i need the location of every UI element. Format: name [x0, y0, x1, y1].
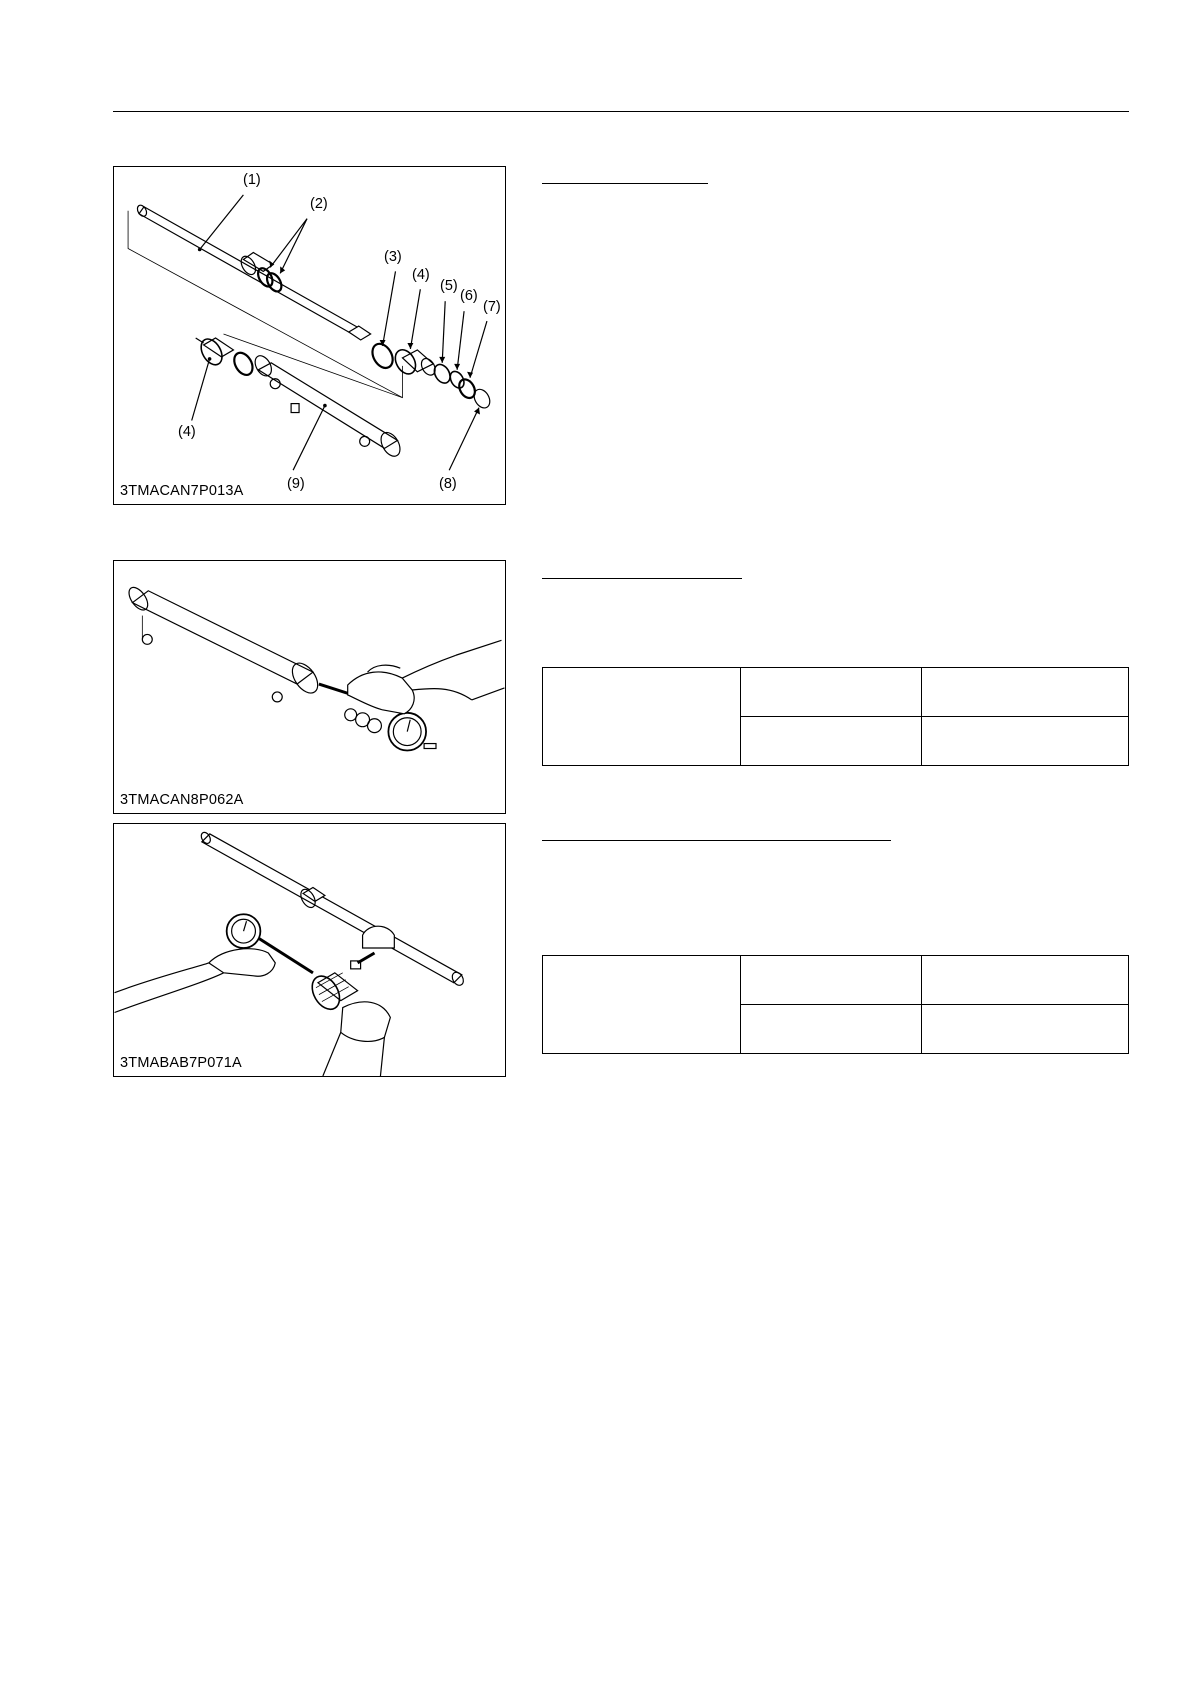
table-cell [741, 956, 922, 1005]
callout-9: (9) [287, 476, 305, 492]
heading-underline-2 [542, 578, 742, 579]
table-cell [543, 956, 741, 1054]
table-row [543, 668, 1129, 717]
bore-gauge-illustration [114, 561, 505, 813]
spec-table-bore [542, 667, 1129, 766]
figure-code: 3TMABAB7P071A [120, 1055, 242, 1071]
callout-1: (1) [243, 172, 261, 188]
heading-underline-1 [542, 183, 708, 184]
callout-4: (4) [412, 267, 430, 283]
table-cell [922, 1005, 1129, 1054]
table-cell [922, 717, 1129, 766]
heading-underline-3 [542, 840, 891, 841]
figure-code: 3TMACAN8P062A [120, 792, 244, 808]
callout-4-lower: (4) [178, 424, 196, 440]
figure-bore-measurement [113, 560, 506, 814]
header-rule [113, 111, 1129, 112]
table-cell [741, 717, 922, 766]
callout-3: (3) [384, 249, 402, 265]
table-cell [543, 668, 741, 766]
figure-exploded-cylinder [113, 166, 506, 505]
exploded-cylinder-illustration [114, 167, 505, 504]
gland-gauge-illustration [114, 824, 505, 1076]
table-cell [741, 1005, 922, 1054]
callout-6: (6) [460, 288, 478, 304]
figure-code: 3TMACAN7P013A [120, 483, 244, 499]
callout-2: (2) [310, 196, 328, 212]
callout-8: (8) [439, 476, 457, 492]
table-row [543, 956, 1129, 1005]
callout-5: (5) [440, 278, 458, 294]
spec-table-rod-gland [542, 955, 1129, 1054]
table-cell [922, 956, 1129, 1005]
figure-rod-gland-measurement [113, 823, 506, 1077]
callout-7: (7) [483, 299, 501, 315]
table-cell [741, 668, 922, 717]
table-cell [922, 668, 1129, 717]
